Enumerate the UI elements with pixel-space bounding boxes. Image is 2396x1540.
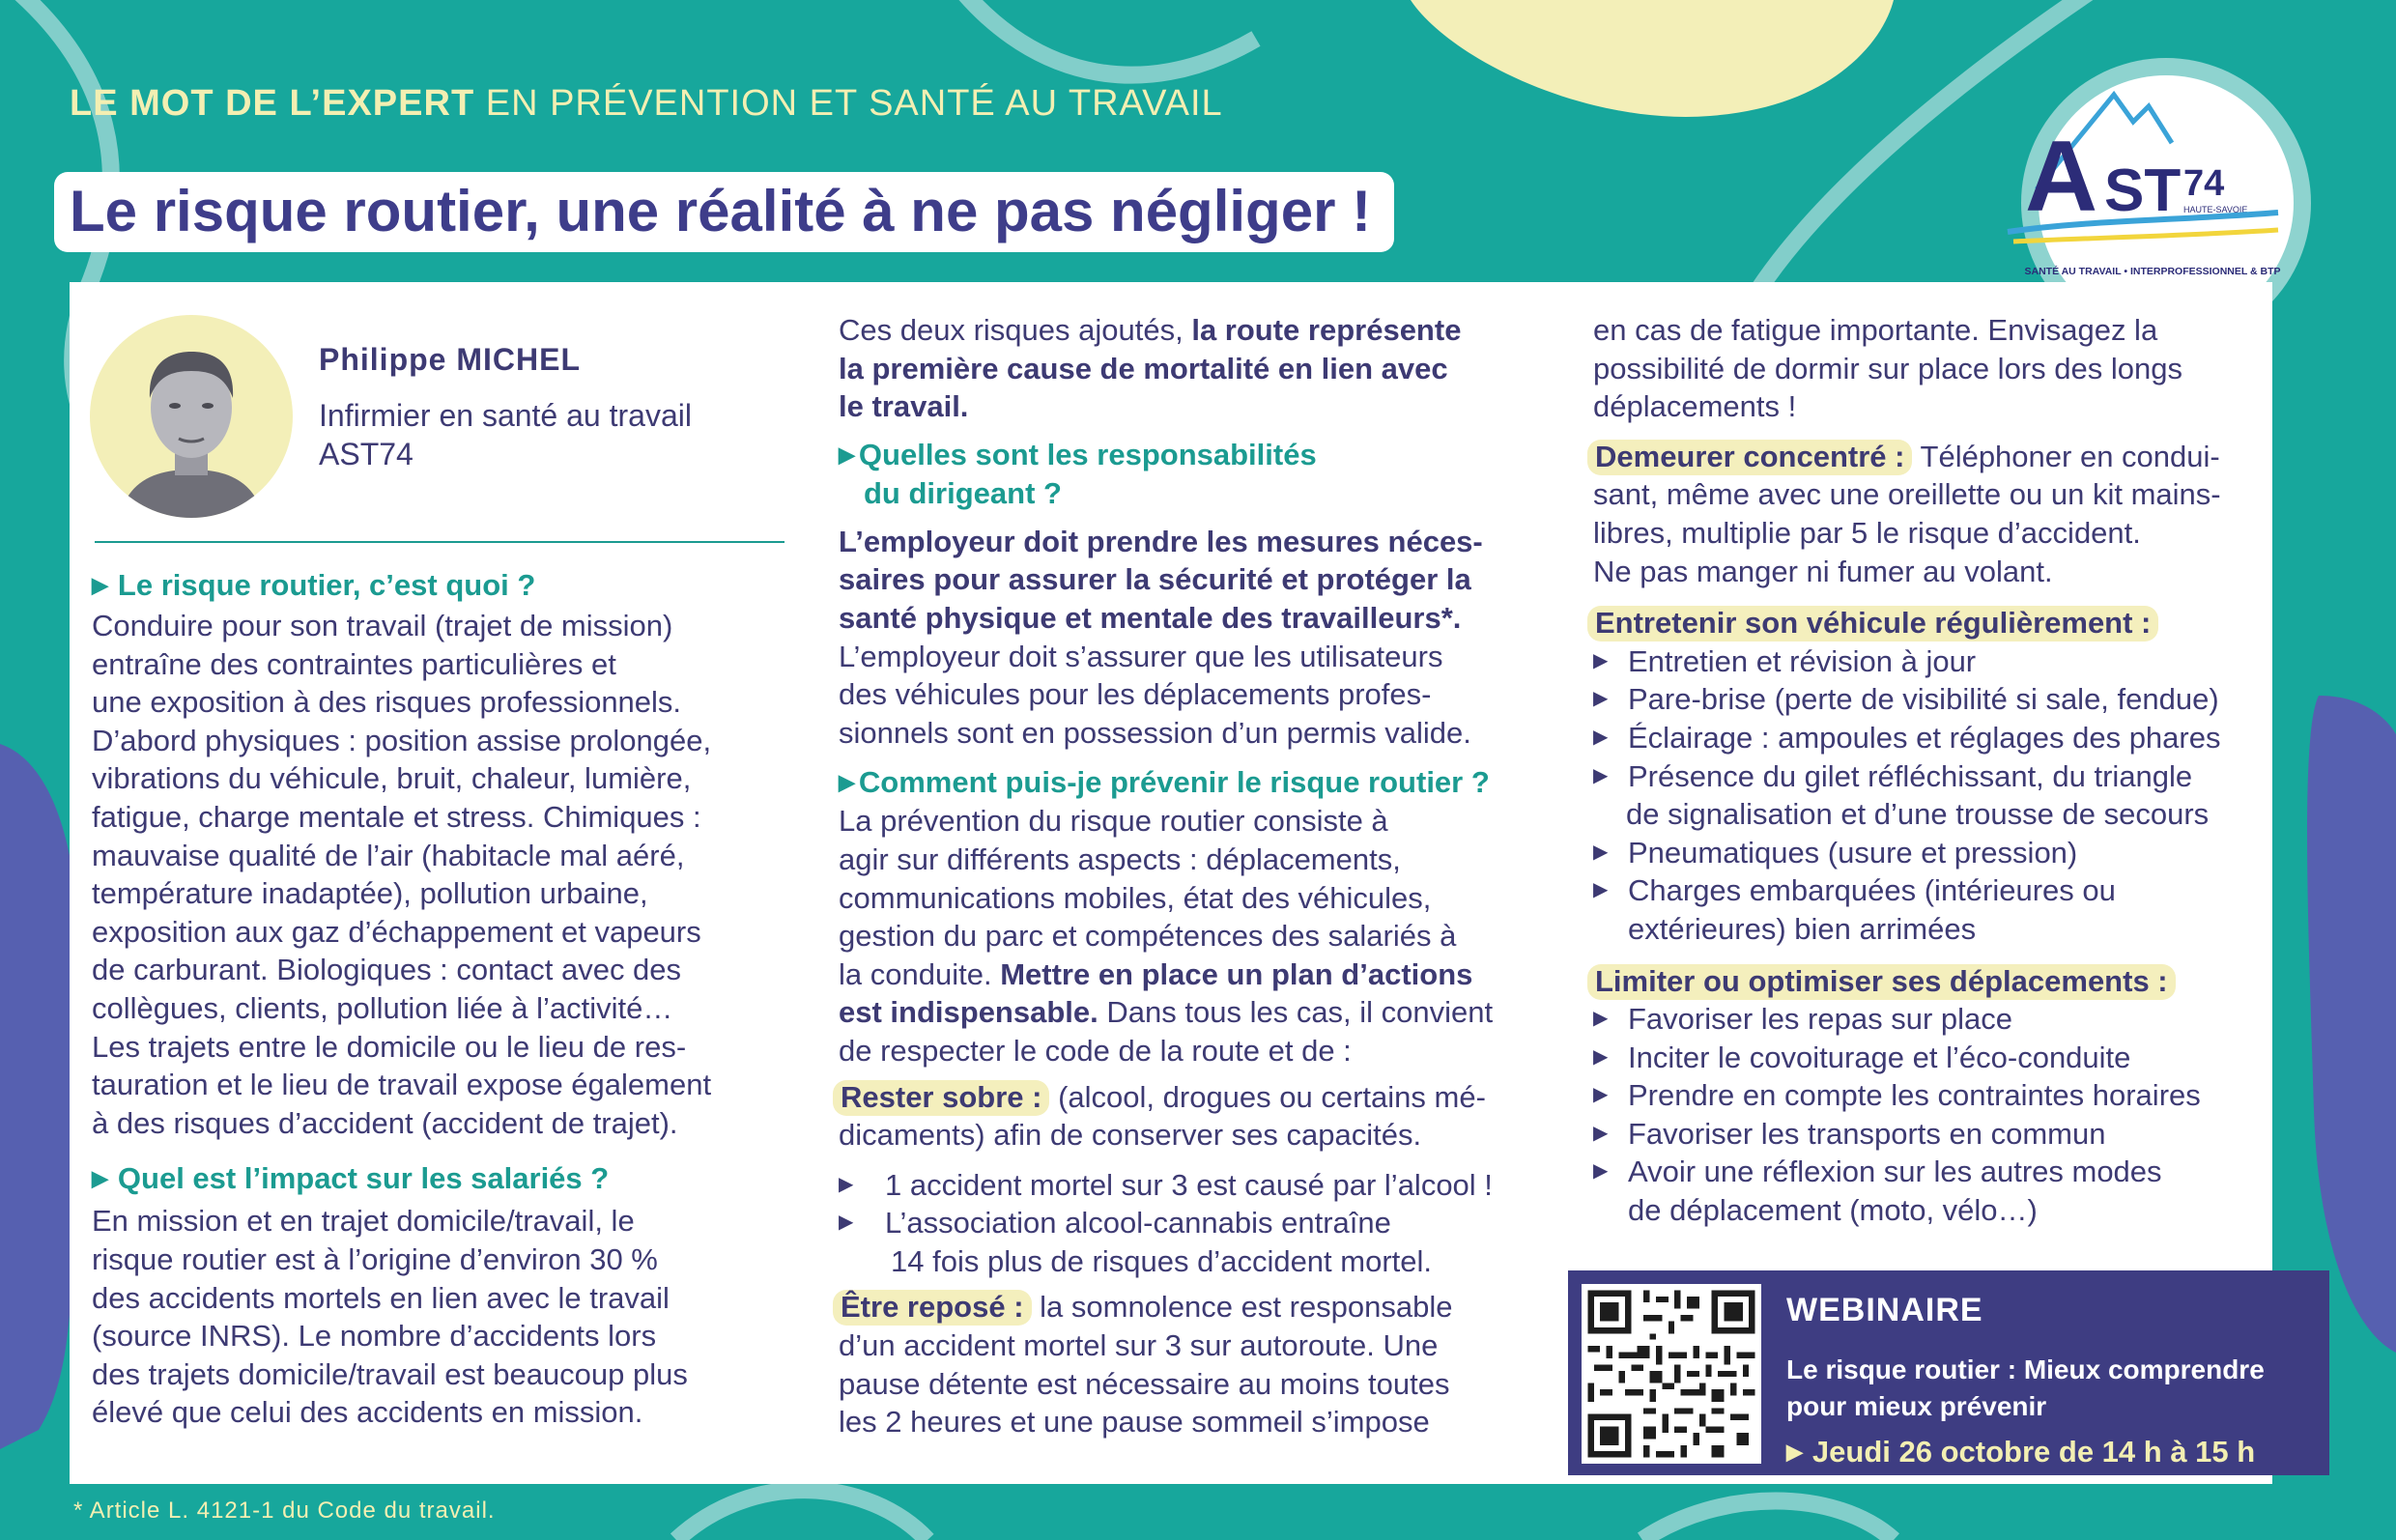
bullet-item-continuation: extérieures) bien arrimées — [1628, 911, 1977, 946]
bullet-item-continuation: 14 fois plus de risques d’accident mortel. — [891, 1243, 1433, 1278]
paragraph-line: sant, même avec une oreillette ou un kit mains- — [1593, 477, 2221, 512]
bullet-item: ▶ Favoriser les repas sur place — [1593, 1000, 2269, 1039]
highlight-label: Rester sobre : — [833, 1080, 1049, 1116]
paragraph-line — [839, 955, 1640, 994]
paragraph-line: Ne pas manger ni fumer au volant. — [1593, 554, 2053, 588]
logo-letter-a: A — [2025, 121, 2098, 233]
section-heading — [839, 763, 1640, 802]
logo-tagline: SANTÉ AU TRAVAIL • INTERPROFESSIONNEL & BTP — [2024, 266, 2281, 277]
highlight-label: Demeurer concentré : — [1587, 440, 1912, 475]
highlight-label: Limiter ou optimiser ses déplacements : — [1587, 964, 2176, 1000]
webinar-subtitle — [1786, 1352, 2327, 1425]
paragraph-line: de respecter le code de la route et de : — [839, 1033, 1352, 1068]
paragraph-line: fatigue, charge mentale et stress. Chimiques : — [92, 799, 701, 834]
page-title: Le risque routier, une réalité à ne pas négliger ! — [70, 179, 1372, 243]
paragraph-line — [1587, 438, 2269, 476]
divider — [95, 541, 784, 543]
text-span: la somnolence est responsable — [1040, 1290, 1453, 1325]
portrait-icon — [90, 315, 293, 518]
text-span: (alcool, drogues ou certains mé- — [1058, 1079, 1486, 1114]
triangle-bullet-icon: ▶ — [839, 770, 855, 795]
paragraph-line: à des risques d’accident (accident de trajet). — [92, 1105, 678, 1140]
logo-region: HAUTE-SAVOIE — [2183, 205, 2248, 214]
paragraph-line: dicaments) afin de conserver ses capacités. — [839, 1118, 1422, 1153]
column-3 — [1593, 311, 2269, 1230]
paragraph-line: de carburant. Biologiques : contact avec des — [92, 953, 682, 987]
paragraph-line: des accidents mortels en lien avec le travail — [92, 1280, 670, 1315]
triangle-bullet-icon: ▶ — [92, 573, 108, 597]
paragraph-line: collègues, clients, pollution liée à l’activité… — [92, 990, 673, 1025]
title-band — [54, 172, 1394, 252]
kicker-bold: LE MOT DE L’EXPERT — [70, 83, 475, 124]
bullet-item: ▶ Charges embarquées (intérieures ou — [1593, 871, 2269, 910]
paragraph-line: libres, multiplie par 5 le risque d’accident. — [1593, 515, 2141, 550]
webinar-subtitle-line: pour mieux prévenir — [1786, 1391, 2047, 1421]
paragraph-line: Les trajets entre le domicile ou le lieu de res- — [92, 1029, 687, 1064]
paragraph-line: élevé que celui des accidents en mission. — [92, 1395, 643, 1430]
highlight-label: Être reposé : — [833, 1290, 1032, 1326]
paragraph-line: La prévention du risque routier consiste à — [839, 804, 1388, 839]
paragraph-line: tauration et le lieu de travail expose également — [92, 1068, 712, 1102]
paragraph-line: En mission et en trajet domicile/travail, le — [92, 1204, 635, 1239]
paragraph-line: le travail. — [839, 389, 969, 424]
section-heading-text: Comment puis-je prévenir le risque routier ? — [858, 765, 1490, 800]
paragraph-line: santé physique et mentale des travailleurs*. — [839, 600, 1462, 635]
yellow-blob — [1411, 0, 1894, 117]
footnote: * Article L. 4121-1 du Code du travail. — [73, 1497, 496, 1524]
expert-role-line: Infirmier en santé au travail — [319, 398, 692, 433]
text-span: Téléphoner en condui- — [1920, 439, 2220, 473]
paragraph-line: température inadaptée), pollution urbaine, — [92, 876, 648, 911]
bold-span: est indispensable. — [839, 995, 1098, 1030]
paragraph-line — [833, 1078, 1640, 1117]
expert-name: Philippe MICHEL — [319, 342, 581, 377]
kicker-rest: EN PRÉVENTION ET SANTÉ AU TRAVAIL — [485, 83, 1223, 124]
paragraph-line: L’employeur doit s’assurer que les utilisateurs — [839, 639, 1443, 673]
paragraph-line: sionnels sont en possession d’un permis valide. — [839, 715, 1471, 750]
paragraph-line: déplacements ! — [1593, 389, 1797, 424]
ring-arc-bottom — [676, 1490, 927, 1540]
text-span: Dans tous les cas, il convient — [1106, 995, 1494, 1030]
paragraph-line: agir sur différents aspects : déplacements, — [839, 841, 1401, 876]
expert-photo — [90, 315, 293, 518]
section-heading-text: Quel est l’impact sur les salariés ? — [117, 1161, 610, 1196]
text-span: Ces deux risques ajoutés, — [839, 313, 1184, 347]
section-heading — [92, 1159, 855, 1198]
triangle-bullet-icon: ▶ — [1786, 1440, 1803, 1464]
ring-arc-bottom-right — [1642, 1501, 1894, 1540]
paragraph-line — [833, 1288, 1640, 1326]
bullet-item-continuation: de déplacement (moto, vélo…) — [1628, 1193, 2038, 1228]
section-heading — [839, 436, 1640, 474]
webinar-subtitle-line: Le risque routier : Mieux comprendre — [1786, 1355, 2265, 1384]
bullet-item: ▶ Présence du gilet réfléchissant, du triangle — [1593, 757, 2269, 796]
webinar-date — [1786, 1435, 2255, 1469]
paragraph-line: communications mobiles, état des véhicules, — [839, 880, 1432, 915]
highlight-label: Entretenir son véhicule régulièrement : — [1587, 606, 2158, 642]
paragraph-line: (source INRS). Le nombre d’accidents lors — [92, 1319, 657, 1354]
triangle-bullet-icon: ▶ — [92, 1166, 108, 1191]
bullet-item: ▶ Pare-brise (perte de visibilité si sale, fendue) — [1593, 680, 2269, 719]
purple-blob-left — [0, 744, 79, 1449]
section-heading-text: Le risque routier, c’est quoi ? — [117, 568, 536, 602]
bold-span: la route représente — [1191, 313, 1462, 347]
paragraph-line: vibrations du véhicule, bruit, chaleur, lumière, — [92, 761, 692, 796]
paragraph-line: les 2 heures et une pause sommeil s’impose — [839, 1405, 1430, 1440]
paragraph-line: mauvaise qualité de l’air (habitacle mal aéré, — [92, 838, 685, 872]
expert-organisation: AST74 — [319, 437, 414, 471]
paragraph-line: la première cause de mortalité en lien avec — [839, 351, 1448, 385]
purple-blob-right — [2307, 696, 2396, 1353]
bullet-item: ▶ Inciter le covoiturage et l’éco-conduite — [1593, 1039, 2269, 1077]
paragraph-line: Conduire pour son travail (trajet de mission) — [92, 609, 673, 642]
logo-letters-st: ST — [2104, 157, 2182, 224]
bullet-item: ▶ Prendre en compte les contraintes horaires — [1593, 1076, 2269, 1115]
bullet-item: ▶ L’association alcool-cannabis entraîne — [839, 1204, 1640, 1242]
bullet-item: ▶ Entretien et révision à jour — [1593, 642, 2269, 681]
paragraph-line: possibilité de dormir sur place lors des longs — [1593, 351, 2182, 385]
bullet-item: ▶ 1 accident mortel sur 3 est causé par l’alcool ! — [839, 1166, 1640, 1205]
paragraph-line: entraîne des contraintes particulières et — [92, 646, 616, 681]
paragraph-line: en cas de fatigue importante. Envisagez la — [1593, 313, 2158, 347]
paragraph-line — [839, 993, 1640, 1032]
paragraph-line — [839, 311, 1640, 350]
column-2 — [839, 311, 1640, 1441]
paragraph-line: saires pour assurer la sécurité et protéger la — [839, 562, 1471, 597]
bullet-item: ▶ Pneumatiques (usure et pression) — [1593, 834, 2269, 872]
bullet-item: ▶ Avoir une réflexion sur les autres modes — [1593, 1153, 2269, 1191]
bullet-item: ▶ Éclairage : ampoules et réglages des phares — [1593, 719, 2269, 757]
section-heading — [92, 566, 855, 605]
paragraph-line: une exposition à des risques professionnels. — [92, 685, 682, 720]
expert-role — [319, 396, 692, 473]
paragraph-line: des trajets domicile/travail est beaucoup plus — [92, 1356, 688, 1391]
logo-number: 74 — [2183, 163, 2225, 204]
section-heading-line: du dirigeant ? — [864, 475, 1062, 510]
paragraph-line: exposition aux gaz d’échappement et vapeurs — [92, 914, 701, 949]
bold-span: Mettre en place un plan d’actions — [1000, 956, 1473, 991]
paragraph-line: pause détente est nécessaire au moins toutes — [839, 1366, 1450, 1401]
bullet-item: ▶ Favoriser les transports en commun — [1593, 1115, 2269, 1154]
text-span: la conduite. — [839, 956, 992, 991]
paragraph-line: gestion du parc et compétences des salariés à — [839, 919, 1457, 954]
webinar-date-text: Jeudi 26 octobre de 14 h à 15 h — [1811, 1435, 2256, 1469]
article-card — [70, 282, 2272, 1484]
paragraph-line — [1587, 962, 2269, 1001]
kicker — [70, 83, 1223, 125]
ast74-logo — [1969, 75, 2336, 317]
paragraph-line: risque routier est à l’origine d’environ 30 % — [92, 1241, 658, 1276]
ring-arc-top — [947, 0, 1256, 75]
paragraph-line: D’abord physiques : position assise prolongée, — [92, 723, 712, 757]
triangle-bullet-icon: ▶ — [839, 442, 855, 467]
qr-code-icon[interactable] — [1582, 1284, 1761, 1464]
column-1 — [92, 566, 855, 1432]
paragraph-line — [1587, 604, 2269, 642]
paragraph-line: L’employeur doit prendre les mesures néces- — [839, 524, 1483, 558]
paragraph-line: d’un accident mortel sur 3 sur autoroute. Une — [839, 1328, 1439, 1363]
webinar-box[interactable] — [1568, 1270, 2329, 1475]
section-heading-text: Quelles sont les responsabilités — [858, 437, 1317, 471]
paragraph-line: des véhicules pour les déplacements profes- — [839, 677, 1432, 712]
bullet-item-continuation: de signalisation et d’une trousse de secours — [1626, 797, 2210, 832]
webinar-title: WEBINAIRE — [1786, 1292, 1983, 1328]
